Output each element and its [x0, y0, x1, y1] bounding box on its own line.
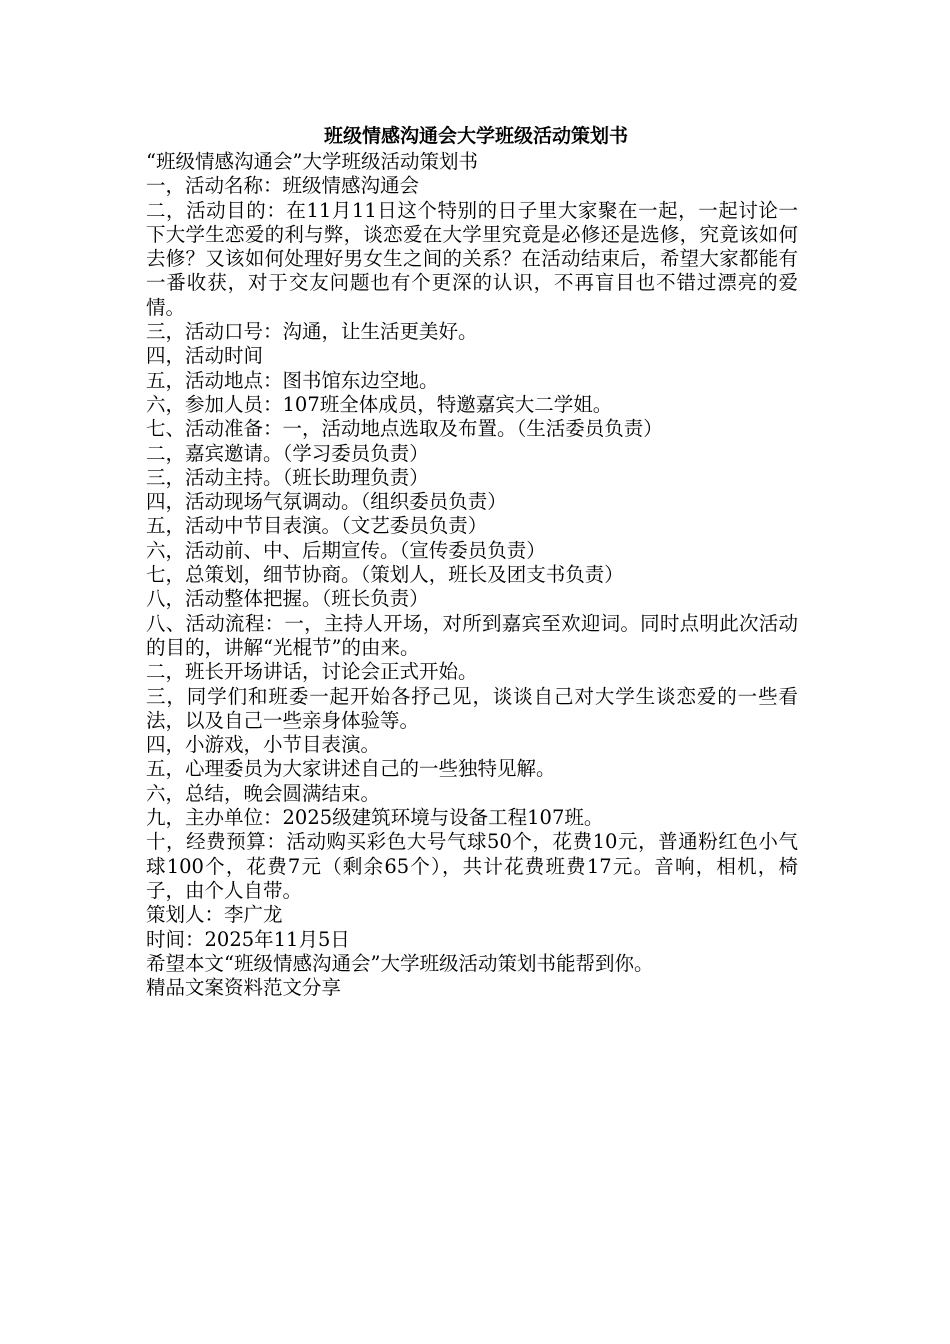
paragraph-prep-guests: 二，嘉宾邀请。（学习委员负责）: [146, 441, 429, 465]
paragraph-closing-note: 希望本文“班级情感沟通会”大学班级活动策划书能帮到你。: [146, 951, 654, 975]
paragraph-prep-planning: 七，总策划，细节协商。（策划人，班长及团支书负责）: [146, 563, 624, 587]
document-body: [146, 122, 798, 1000]
paragraph-budget: 十，经费预算：活动购买彩色大号气球50个，花费10元，普通粉红色小气球100个，花费7元（剩余65个），共计花费班费17元。音响，相机，椅子，由个人自带。: [146, 830, 798, 902]
paragraph-process-opening: 八、活动流程：一，主持人开场，对所到嘉宾至欢迎词。同时点明此次活动的目的，讲解“光棍节”的由来。: [146, 611, 798, 659]
paragraph-process-summary: 六，总结，晚会圆满结束。: [146, 781, 381, 805]
paragraph-process-games: 四，小游戏，小节目表演。: [146, 733, 381, 757]
paragraph-organizer: 九，主办单位：2025级建筑环境与设备工程107班。: [146, 806, 604, 830]
paragraph-prep-host: 三，活动主持。（班长助理负责）: [146, 465, 429, 489]
paragraph-planner: 策划人：李广龙: [146, 903, 283, 927]
paragraph-prep-atmosphere: 四，活动现场气氛调动。（组织委员负责）: [146, 490, 507, 514]
paragraph-activity-name: 一，活动名称：班级情感沟通会: [146, 174, 420, 198]
paragraph-prep-publicity: 六，活动前、中、后期宣传。（宣传委员负责）: [146, 538, 546, 562]
paragraph-process-monitor-speech: 二，班长开场讲话，讨论会正式开始。: [146, 660, 478, 684]
paragraph-preparation: 七、活动准备：一，活动地点选取及布置。（生活委员负责）: [146, 417, 663, 441]
paragraph-activity-slogan: 三，活动口号：沟通，让生活更美好。: [146, 320, 478, 344]
paragraph-activity-time: 四，活动时间: [146, 344, 264, 368]
paragraph-subtitle: “班级情感沟通会”大学班级活动策划书: [146, 150, 478, 173]
paragraph-participants: 六，参加人员：107班全体成员，特邀嘉宾大二学姐。: [146, 392, 613, 416]
paragraph-prep-performance: 五，活动中节目表演。（文艺委员负责）: [146, 514, 488, 538]
paragraph-process-discussion: 三，同学们和班委一起开始各抒己见，谈谈自己对大学生谈恋爱的一些看法，以及自己一些亲身体验等。: [146, 684, 798, 732]
paragraph-footer-share: 精品文案资料范文分享: [146, 976, 342, 1000]
paragraph-prep-overall: 八，活动整体把握。（班长负责）: [146, 587, 429, 611]
paragraph-activity-purpose: 二，活动目的：在11月11日这个特别的日子里大家聚在一起，一起讨论一下大学生恋爱的利与弊，谈恋爱在大学里究竟是必修还是选修，究竟该如何去修？又该如何处理好男女生之间的关系？在活动结束后，希望大家都能有一番收获，对于交友问题也有个更深的认识，不再盲目也不错过漂亮的爱情。: [146, 198, 798, 319]
document-title: 班级情感沟通会大学班级活动策划书: [323, 125, 628, 147]
paragraph-process-psychology: 五，心理委员为大家讲述自己的一些独特见解。: [146, 757, 556, 781]
paragraph-activity-location: 五，活动地点：图书馆东边空地。: [146, 368, 439, 392]
paragraph-date: 时间：2025年11月5日: [146, 927, 350, 951]
